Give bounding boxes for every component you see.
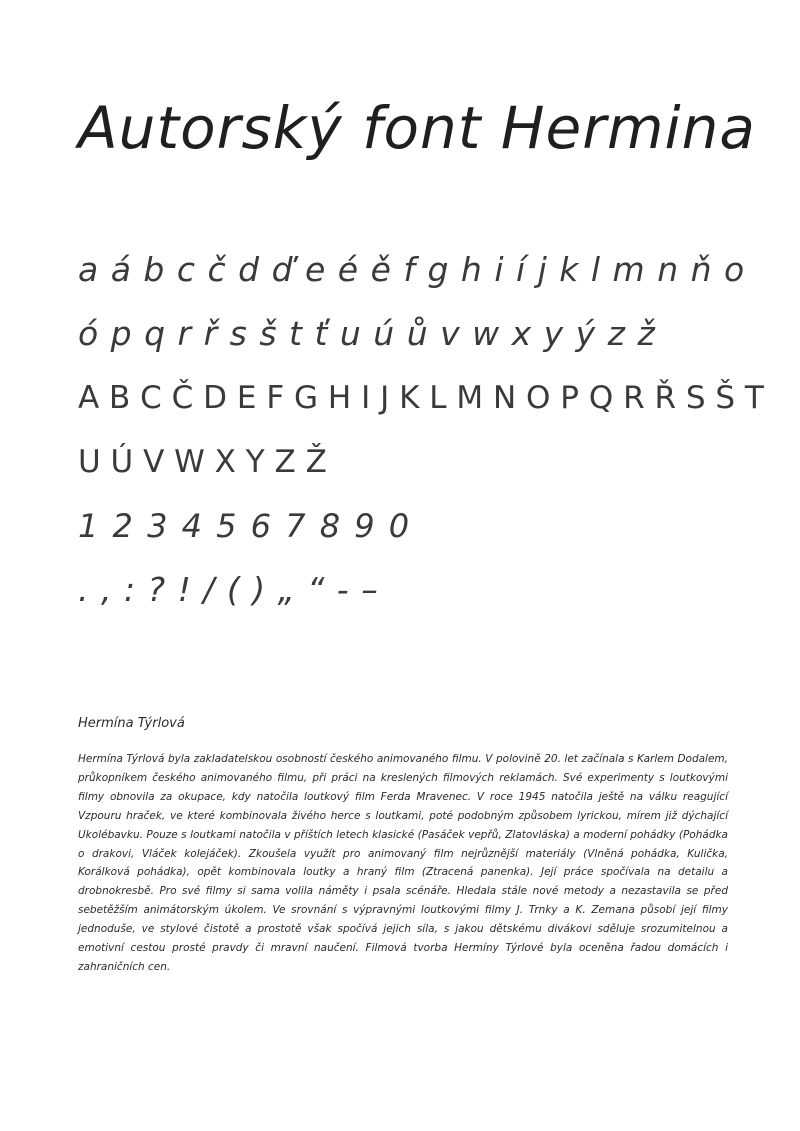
biography-section [78,714,728,977]
biography-text: Hermína Týrlová byla zakladatelskou osobností českého animovaného filmu. V polovině 20. let začínala s Karlem Dodalem, průkopníkem českého animovaného filmu, při práci na kreslených filmových reklamách. Své experimenty s loutkovými filmy obnovila za okupace, kdy natočila loutkový film Ferda Mravenec. V roce 1945 natočila ještě na válku reagující Vzpouru hraček, ve které kombinovala živého herce s loutkami, poté podobným způsobem lyrickou, mírem již dýchající Ukolébavku. Pouze s loutkami natočila v příštích letech klasické (Pasáček vepřů, Zlatovláska) a moderní pohádky (Pohádka o drakovi, Vláček kolejáček). Zkoušela využít pro animovaný film nejrůznější materiály (Vlněná pohádka, Kulička, Korálková pohádka), opět kombinovala loutky a hraný film (Ztracená panenka). Její práce spočívala na detailu a drobnokresbě. Pro své filmy si sama volila náměty i psala scénáře. Hledala stále nové metody a nezastavila se před sebetěžším animátorským úkolem. Ve srovnání s výpravnými loutkovými filmy J. Trnky a K. Zemana působí její filmy jednoduše, ve stylové čistotě a prostotě však spočívá jejich síla, s jakou dětskému divákovi sděluje srozumitelnou a emotivní cestou prosté pravdy či mravní naučení. Filmová tvorba Hermíny Týrlové byla oceněna řadou domácích i zahraničních cen. [78,753,728,973]
page-title: Autorský font Hermina [78,94,756,162]
glyph-specimen [78,238,767,622]
digits-row: 1 2 3 4 5 6 7 8 9 0 [78,507,412,545]
lowercase-row-2: ó p q r ř s š t ť u ú ů v w x y ý z ž [78,314,655,353]
uppercase-row-1: A B C Č D E F G H I J K L M N O P Q R Ř S Š T [78,380,767,416]
uppercase-row-2: U Ú V W X Y Z Ž [78,444,330,480]
lowercase-row-1: a á b c č d ď e é ě f g h i í j k l m n ň o [78,250,745,289]
biography-title: Hermína Týrlová [78,716,185,731]
punctuation-row: . , : ? ! / ( ) „ “ - – [78,570,378,609]
